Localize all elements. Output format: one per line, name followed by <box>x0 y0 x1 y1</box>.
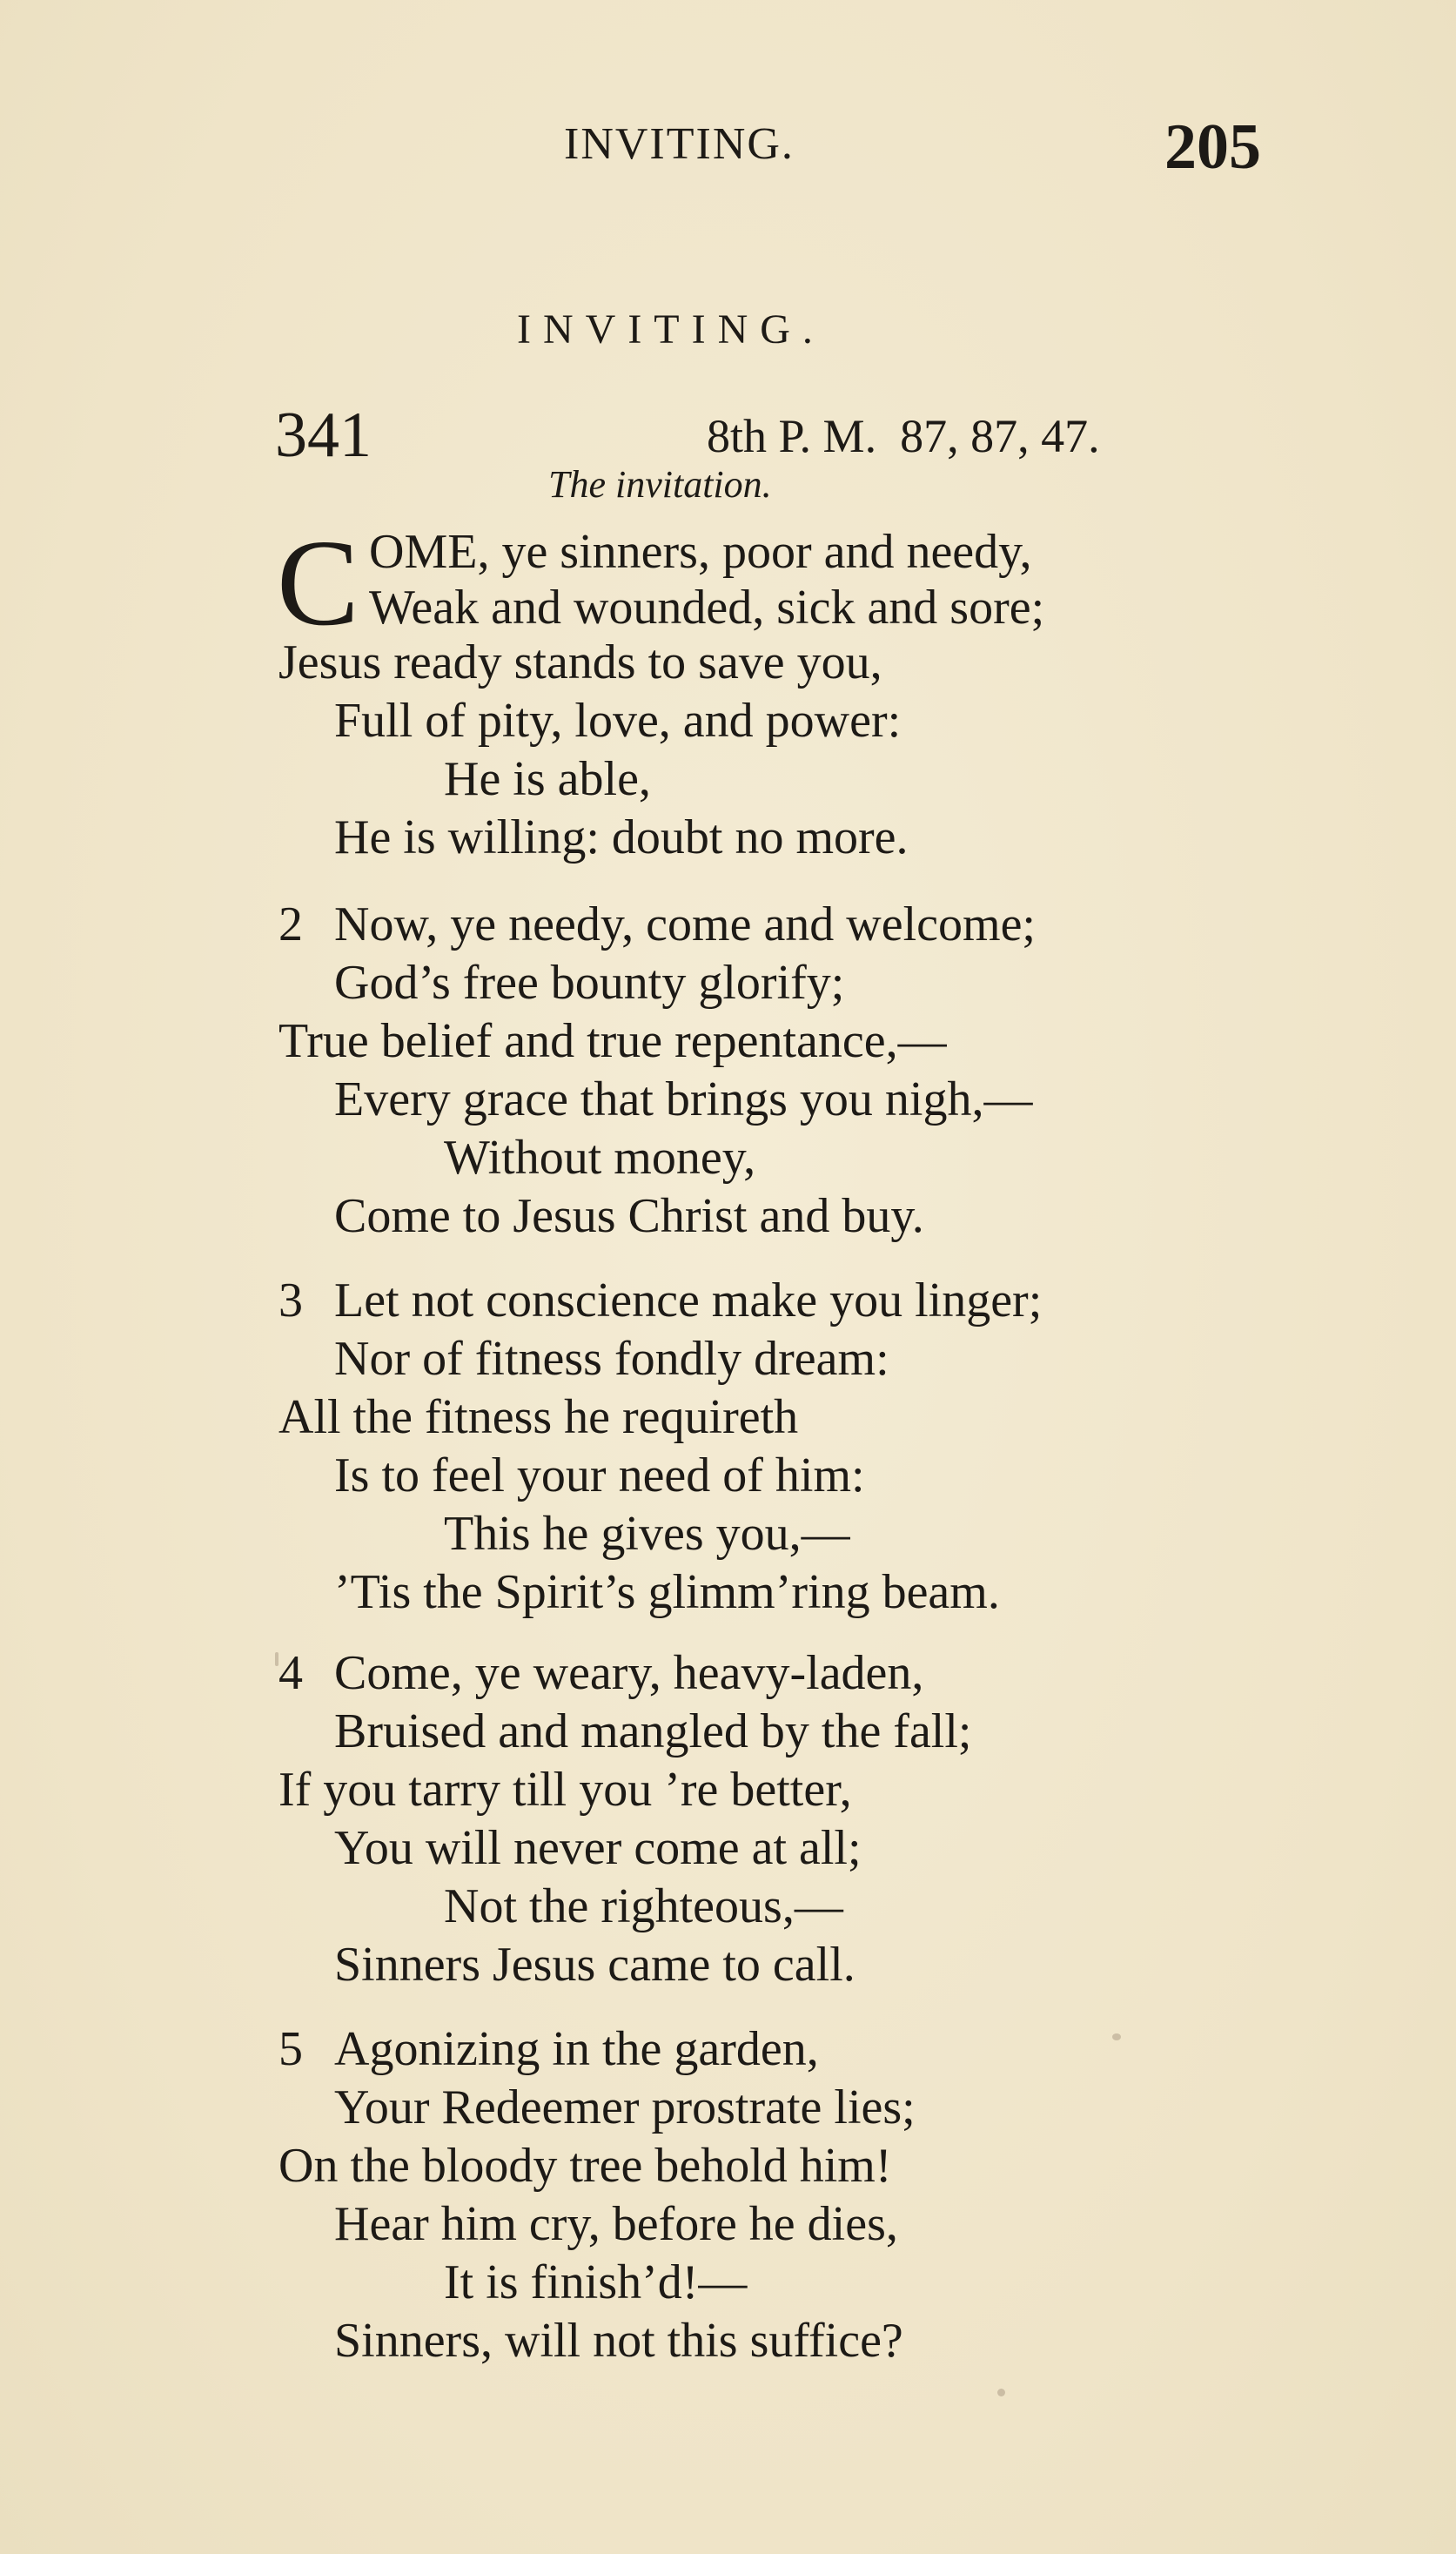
verse-line: Jesus ready stands to save you, <box>278 635 882 689</box>
paper-speck <box>997 2389 1005 2396</box>
verse-line: Come to Jesus Christ and buy. <box>334 1189 924 1243</box>
verse-line: Weak and wounded, sick and sore; <box>369 581 1045 635</box>
verse-line: 2 Now, ye needy, come and welcome; <box>278 897 1036 951</box>
page-number: 205 <box>1164 111 1261 183</box>
verse-number: 4 <box>278 1646 303 1700</box>
verse-line: Full of pity, love, and power: <box>334 694 902 748</box>
section-title: INVITING. <box>517 306 825 353</box>
verse-line: ’Tis the Spirit’s glimm’ring beam. <box>334 1565 1000 1619</box>
running-head: INVITING. <box>564 119 795 169</box>
verse-line: Bruised and mangled by the fall; <box>334 1704 972 1758</box>
verse-line: This he gives you,— <box>444 1507 850 1561</box>
verse-line: Hear him cry, before he dies, <box>334 2197 898 2251</box>
verse-line: Sinners Jesus came to call. <box>334 1938 855 1992</box>
verse-line: All the fitness he requireth <box>278 1390 799 1444</box>
verse-number: 3 <box>278 1274 303 1327</box>
verse-line: Not the righteous,— <box>444 1879 843 1933</box>
verse-line: Sinners, will not this suffice? <box>334 2314 903 2368</box>
paper-speck <box>275 1652 278 1666</box>
verse-number: 2 <box>278 897 303 951</box>
paper-speck <box>1112 2033 1121 2040</box>
verse-line: Nor of fitness fondly dream: <box>334 1332 889 1386</box>
verse-line: It is finish’d!— <box>444 2255 748 2309</box>
verse-line: If you tarry till you ’re better, <box>278 1763 852 1817</box>
verse-line: 3 Let not conscience make you linger; <box>278 1274 1043 1327</box>
verse-line: OME, ye sinners, poor and needy, <box>369 525 1032 579</box>
hymn-subtitle: The invitation. <box>548 463 772 506</box>
verse-line: Your Redeemer prostrate lies; <box>334 2080 916 2134</box>
hymn-meter: 8th P. M. 87, 87, 47. <box>707 410 1100 462</box>
verse-line: He is able, <box>444 752 651 806</box>
hymn-number: 341 <box>275 400 372 471</box>
verse-line: Every grace that brings you nigh,— <box>334 1072 1033 1126</box>
drop-cap: C <box>277 514 359 651</box>
verse-line: On the bloody tree behold him! <box>278 2139 892 2193</box>
verse-line: God’s free bounty glorify; <box>334 956 845 1010</box>
verse-line: Is to feel your need of him: <box>334 1448 865 1502</box>
verse-line: You will never come at all; <box>334 1821 862 1875</box>
verse-line: 4 Come, ye weary, heavy-laden, <box>278 1646 924 1700</box>
verse-line: Without money, <box>444 1131 756 1185</box>
verse-number: 5 <box>278 2022 303 2076</box>
verse-line: 5 Agonizing in the garden, <box>278 2022 819 2076</box>
verse-line: True belief and true repentance,— <box>278 1014 947 1068</box>
verse-line: He is willing: doubt no more. <box>334 810 909 864</box>
